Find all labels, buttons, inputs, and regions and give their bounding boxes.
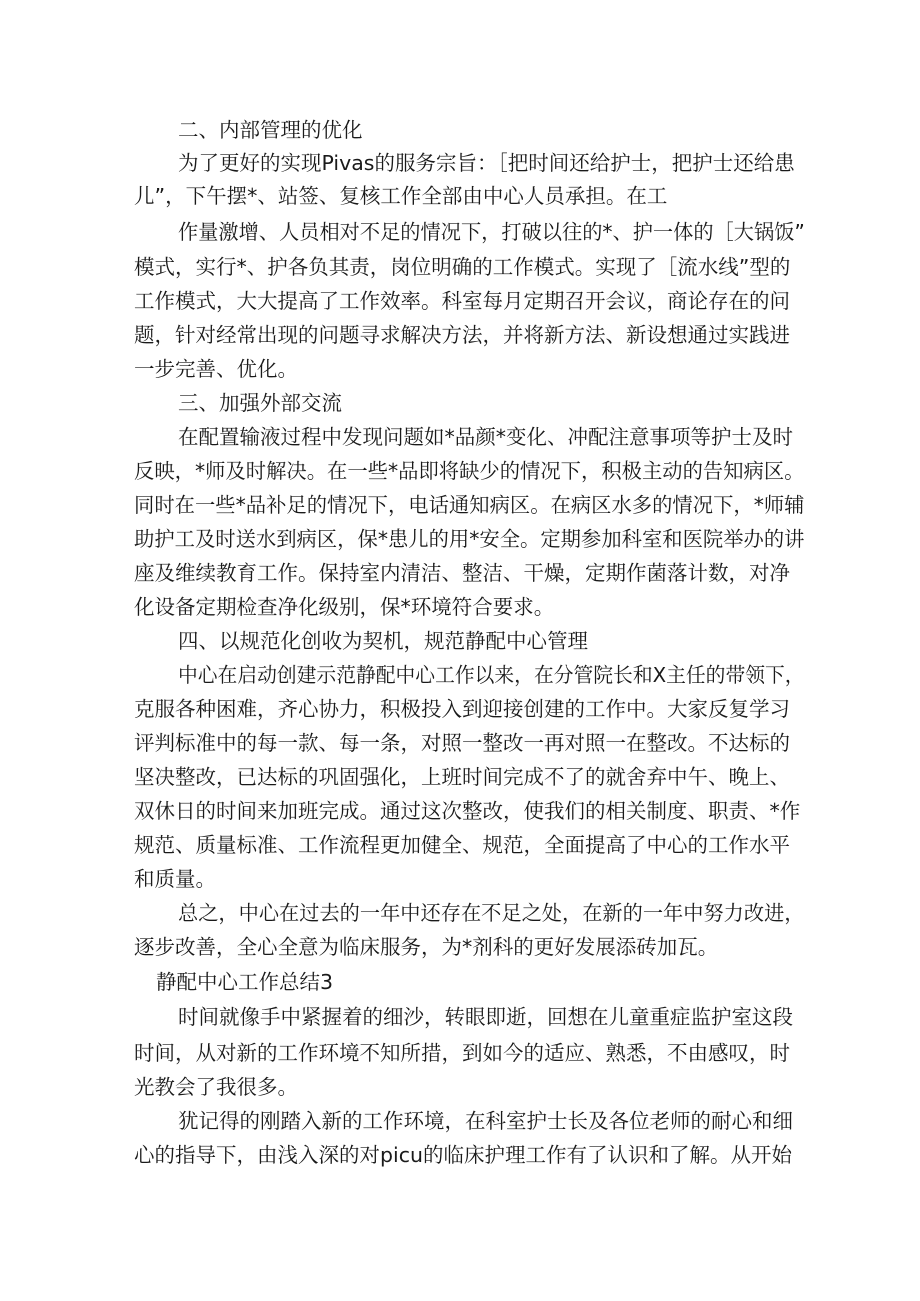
paragraph-line: 规范、质量标准、工作流程更加健全、规范，全面提高了中心的工作水平 bbox=[134, 833, 790, 857]
paragraph-line: 中心在启动创建示范静配中心工作以来，在分管院长和X主任的带领下， bbox=[178, 663, 805, 687]
paragraph-line: 同时在一些*品补足的情况下，电话通知病区。在病区水多的情况下，*师辅 bbox=[134, 493, 805, 517]
paragraph-line: 题，针对经常出现的问题寻求解决方法，并将新方法、新设想通过实践进 bbox=[134, 323, 790, 347]
paragraph-line: 儿”，下午摆*、站签、复核工作全部由中心人员承担。在工 bbox=[134, 184, 668, 208]
paragraph-line: 反映，*师及时解决。在一些*品即将缺少的情况下，积极主动的告知病区。 bbox=[134, 459, 805, 483]
paragraph-line: 作量激增、人员相对不足的情况下，打破以往的*、护一体的［大锅饭” bbox=[178, 220, 805, 244]
paragraph-line: 助护工及时送水到病区，保*患儿的用*安全。定期参加科室和医院举办的讲 bbox=[134, 527, 805, 551]
paragraph-line: 为了更好的实现Pivas的服务宗旨：［把时间还给护士，把护士还给患 bbox=[178, 151, 795, 175]
paragraph-line: 化设备定期检查净化级别，保*环境符合要求。 bbox=[134, 595, 555, 619]
paragraph-line: 在配置输液过程中发现问题如*品颜*变化、冲配注意事项等护士及时 bbox=[178, 425, 793, 449]
paragraph-line: 光教会了我很多。 bbox=[134, 1075, 298, 1099]
paragraph-line: 犹记得的刚踏入新的工作环境，在科室护士长及各位老师的耐心和细 bbox=[178, 1109, 793, 1133]
paragraph-line: 座及维续教育工作。保持室内清洁、整洁、干燥，定期作菌落计数，对净 bbox=[134, 561, 790, 585]
heading-external-communication: 三、加强外部交流 bbox=[178, 391, 342, 415]
paragraph-line: 模式，实行*、护各负其责，岗位明确的工作模式。实现了［流水线”型的 bbox=[134, 255, 791, 279]
paragraph-line: 一步完善、优化。 bbox=[134, 357, 298, 381]
paragraph-line: 评判标准中的每一款、每一条，对照一整改一再对照一在整改。不达标的 bbox=[134, 731, 790, 755]
paragraph-line: 双休日的时间来加班完成。通过这次整改，使我们的相关制度、职责、*作 bbox=[134, 799, 801, 823]
paragraph-line: 心的指导下，由浅入深的对picu的临床护理工作有了认识和了解。从开始 bbox=[134, 1143, 792, 1167]
paragraph-line: 和质量。 bbox=[134, 867, 216, 891]
paragraph-line: 工作模式，大大提高了工作效率。科室每月定期召开会议，商论存在的问 bbox=[134, 289, 790, 313]
paragraph-line: 时间就像手中紧握着的细沙，转眼即逝，回想在儿童重症监护室这段 bbox=[178, 1005, 793, 1029]
paragraph-line: 总之，中心在过去的一年中还存在不足之处，在新的一年中努力改进， bbox=[178, 901, 805, 925]
heading-internal-management: 二、内部管理的优化 bbox=[178, 118, 363, 142]
heading-standardization: 四、以规范化创收为契机，规范静配中心管理 bbox=[178, 629, 588, 653]
paragraph-line: 克服各种困难，齐心协力，积极投入到迎接创建的工作中。大家反复学习 bbox=[134, 697, 790, 721]
section-title-summary-3: 静配中心工作总结3 bbox=[156, 970, 334, 994]
paragraph-line: 坚决整改，已达标的巩固强化，上班时间完成不了的就舍弃中午、晚上、 bbox=[134, 765, 790, 789]
paragraph-line: 时间，从对新的工作环境不知所措，到如今的适应、熟悉，不由感叹，时 bbox=[134, 1041, 790, 1065]
paragraph-line: 逐步改善，全心全意为临床服务，为*剂科的更好发展添砖加瓦。 bbox=[134, 935, 719, 959]
